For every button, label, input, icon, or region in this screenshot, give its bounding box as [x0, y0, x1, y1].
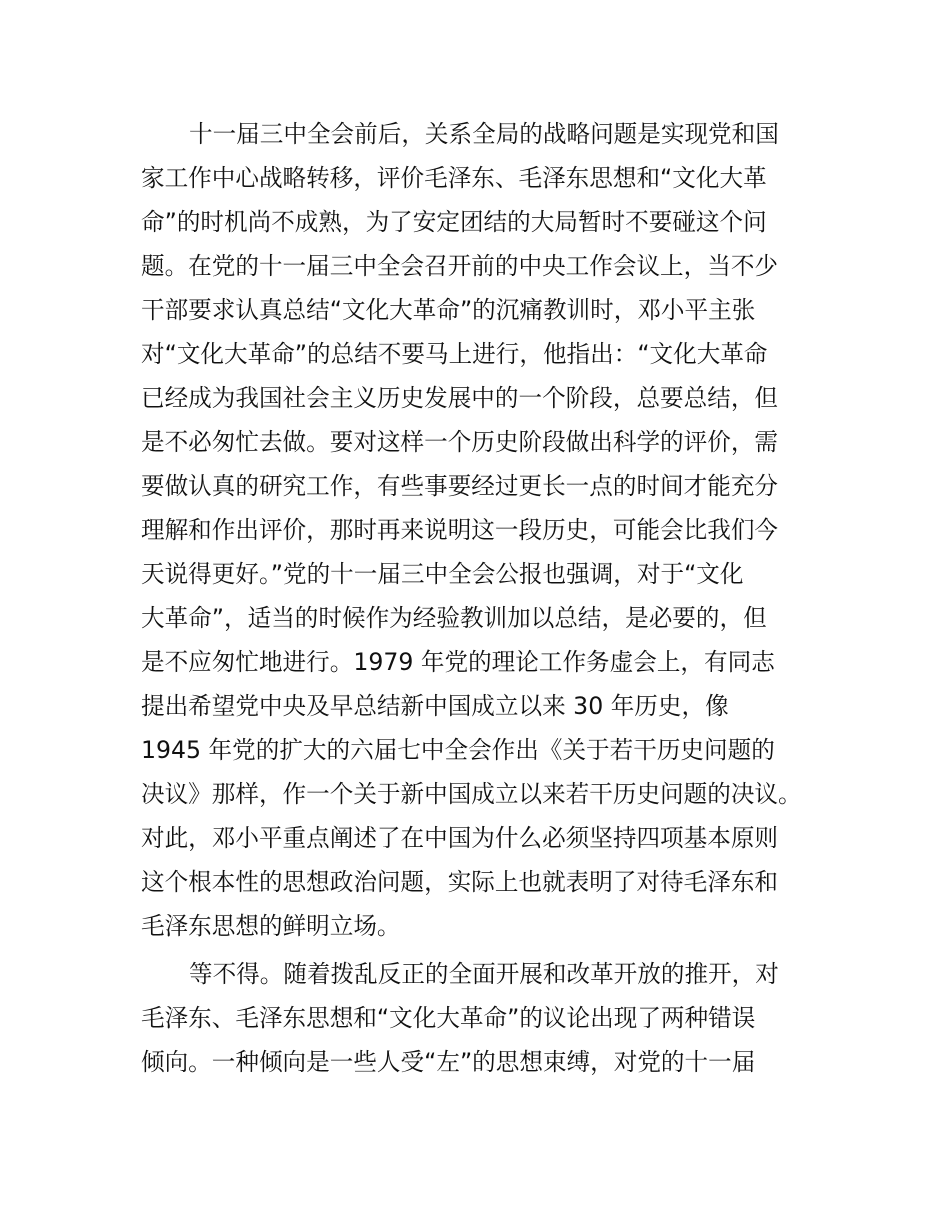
- text-line: 大革命”，适当的时候作为经验教训加以总结，是必要的，但: [141, 604, 767, 632]
- text-line: 是不应匆忙地进行。1979 年党的理论工作务虚会上，有同志: [141, 648, 775, 676]
- text-line: 已经成为我国社会主义历史发展中的一个阶段，总要总结，但: [141, 384, 779, 412]
- text-line: 等不得。随着拨乱反正的全面开展和改革开放的推开，对: [189, 960, 779, 988]
- text-line: 十一届三中全会前后，关系全局的战略问题是实现党和国: [189, 120, 779, 148]
- paragraph-1: [141, 112, 821, 948]
- text-line: 决议》那样，作一个关于新中国成立以来若干历史问题的决议。: [141, 780, 802, 808]
- document-page: [141, 112, 821, 1084]
- text-line: 1945 年党的扩大的六届七中全会作出《关于若干历史问题的: [141, 736, 775, 764]
- text-line: 理解和作出评价，那时再来说明这一段历史，可能会比我们今: [141, 516, 779, 544]
- text-line: 这个根本性的思想政治问题，实际上也就表明了对待毛泽东和: [141, 868, 779, 896]
- text-line: 对此，邓小平重点阐述了在中国为什么必须坚持四项基本原则: [141, 824, 779, 852]
- text-line: 要做认真的研究工作，有些事要经过更长一点的时间才能充分: [141, 472, 779, 500]
- text-line: 命”的时机尚不成熟，为了安定团结的大局暂时不要碰这个问: [141, 208, 767, 236]
- text-line: 对“文化大革命”的总结不要马上进行，他指出：“文化大革命: [141, 340, 768, 368]
- text-line: 干部要求认真总结“文化大革命”的沉痛教训时，邓小平主张: [141, 296, 756, 324]
- text-line: 提出希望党中央及早总结新中国成立以来 30 年历史，像: [141, 692, 729, 720]
- text-line: 家工作中心战略转移，评价毛泽东、毛泽东思想和“文化大革: [141, 164, 767, 192]
- text-line: 天说得更好。”党的十一届三中全会公报也强调，对于“文化: [141, 560, 744, 588]
- text-line: 毛泽东思想的鲜明立场。: [141, 912, 401, 940]
- text-line: 倾向。一种倾向是一些人受“左”的思想束缚，对党的十一届: [141, 1048, 756, 1076]
- text-line: 毛泽东、毛泽东思想和“文化大革命”的议论出现了两种错误: [141, 1004, 756, 1032]
- text-line: 题。在党的十一届三中全会召开前的中央工作会议上，当不少: [141, 252, 779, 280]
- paragraph-2: [141, 952, 821, 1084]
- text-line: 是不必匆忙去做。要对这样一个历史阶段做出科学的评价，需: [141, 428, 779, 456]
